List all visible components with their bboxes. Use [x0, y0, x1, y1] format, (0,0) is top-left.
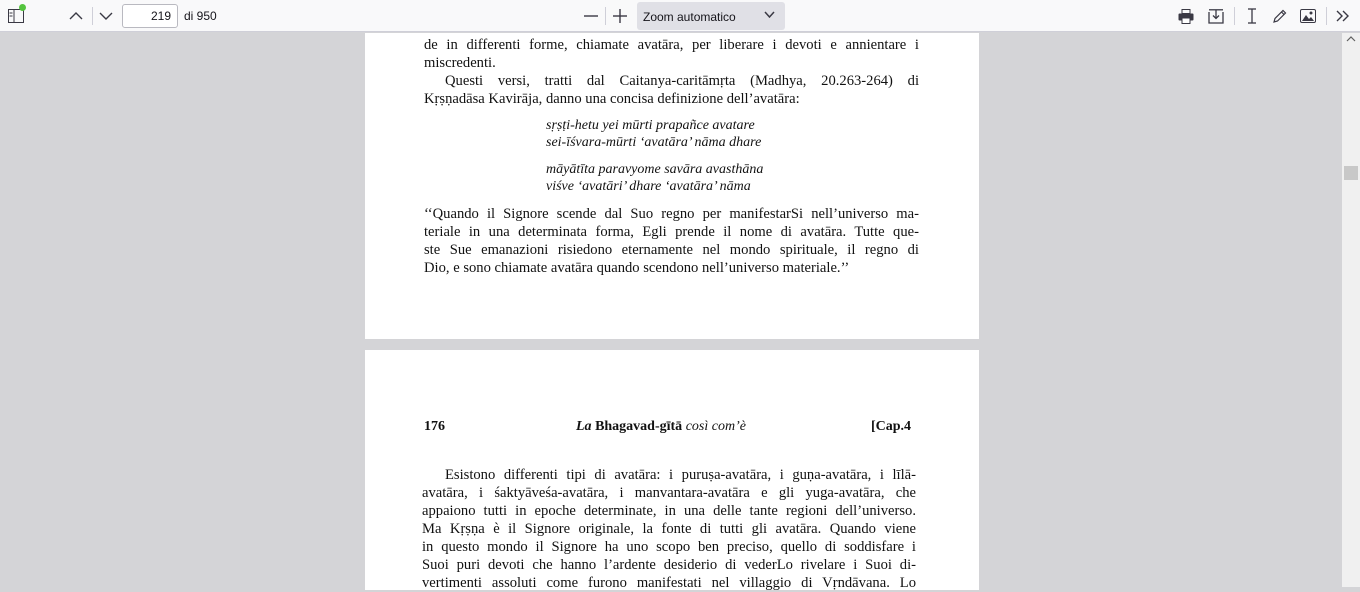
page-header-number: 176 — [424, 419, 445, 434]
page-number-input[interactable] — [122, 4, 178, 28]
header-title-part: La — [576, 419, 592, 434]
chevron-up-icon — [69, 12, 83, 20]
pdf-page — [365, 350, 979, 590]
text-line: Ma Kṛṣṇa è il Signore originale, la fonte di tutti gli avatāra. Quando viene — [422, 521, 916, 537]
text-cursor-icon — [1247, 8, 1257, 24]
zoom-select[interactable] — [637, 2, 785, 30]
pdf-page — [365, 33, 979, 339]
pdf-toolbar — [0, 0, 1360, 32]
text-line: Esistono differenti tipi di avatāra: i puruṣa-avatāra, i guṇa-avatāra, i līlā- — [445, 467, 916, 483]
quote-line: ste Sue emanazioni risiedono eternamente nel mondo spirituale, il regno di — [424, 242, 919, 258]
image-icon — [1300, 9, 1316, 23]
zoom-in-button[interactable] — [606, 3, 634, 29]
quote-line: Dio, e sono chiamate avatāra quando scendono nell’universo materiale.’’ — [424, 260, 850, 276]
verse-line: māyātīta paravyome savāra avasthāna — [546, 162, 764, 177]
quote-line: ‘‘Quando il Signore scende dal Suo regno per manifestarSi nell’universo ma- — [424, 206, 919, 222]
next-page-button[interactable] — [92, 3, 120, 29]
page-header-title — [576, 419, 746, 435]
toolbar-divider — [1234, 7, 1235, 25]
vertical-scrollbar[interactable] — [1342, 33, 1360, 587]
previous-page-button[interactable] — [62, 3, 90, 29]
minus-icon — [584, 15, 598, 17]
text-line: avatāra, i śaktyāveśa-avatāra, i manvantara-avatāra e gli yuga-avatāra, che — [422, 485, 916, 501]
more-tools-button[interactable] — [1329, 3, 1357, 29]
text-line: appaiono tutti in epoche determinate, in una delle tante regioni dell’universo. — [422, 503, 916, 519]
notification-dot — [19, 4, 26, 11]
double-chevron-right-icon — [1336, 10, 1350, 22]
chevron-down-icon — [99, 12, 113, 20]
header-title-part: così com’è — [685, 419, 746, 434]
printer-icon — [1178, 9, 1194, 24]
text-tool-button[interactable] — [1238, 3, 1266, 29]
text-line: Kṛṣṇadāsa Kavirāja, danno una concisa definizione dell’avatāra: — [424, 91, 800, 107]
pencil-icon — [1272, 9, 1287, 24]
chevron-down-icon — [764, 11, 775, 18]
print-button[interactable] — [1172, 3, 1200, 29]
header-title-part: Bhagavad-gītā — [595, 419, 683, 434]
scroll-up-arrow-icon[interactable] — [1346, 36, 1356, 42]
text-line: in questo mondo il Signore ha uno scopo ben preciso, quello di soddisfare i — [422, 539, 916, 555]
verse-line: sei-īśvara-mūrti ‘avatāra’ nāma dhare — [546, 135, 762, 150]
quote-line: teriale in una determinata forma, Egli prende il nome di avatāra. Tutte que- — [424, 224, 919, 240]
draw-tool-button[interactable] — [1265, 3, 1293, 29]
scrollbar-thumb[interactable] — [1344, 166, 1358, 180]
toolbar-divider — [1326, 7, 1327, 25]
zoom-select-value: Zoom automatico — [643, 10, 736, 24]
page-count-label: di 950 — [184, 9, 217, 23]
save-button[interactable] — [1202, 3, 1230, 29]
plus-icon — [613, 9, 627, 23]
verse-line: viśve ‘avatāri’ dhare ‘avatāra’ nāma — [546, 179, 751, 194]
text-line: Suoi puri devoti che hanno l’ardente desiderio di vederLo rivelare i Suoi di- — [422, 557, 916, 573]
text-line: Questi versi, tratti dal Caitanya-caritāmṛta (Madhya, 20.263-264) di — [445, 73, 919, 89]
verse-line: sṛṣṭi-hetu yei mūrti prapañce avatare — [546, 118, 755, 133]
text-line: de in differenti forme, chiamate avatāra, per liberare i devoti e annientare i — [424, 37, 919, 53]
image-tool-button[interactable] — [1294, 3, 1322, 29]
text-line: vertimenti assoluti come furono manifestati nel villaggio di Vṛndāvana. Lo — [422, 575, 916, 591]
sidebar-toggle-icon — [8, 9, 24, 23]
text-line: miscredenti. — [424, 55, 496, 71]
zoom-out-button[interactable] — [577, 3, 605, 29]
page-header-chapter: [Cap.4 — [871, 419, 912, 434]
download-icon — [1208, 9, 1224, 24]
